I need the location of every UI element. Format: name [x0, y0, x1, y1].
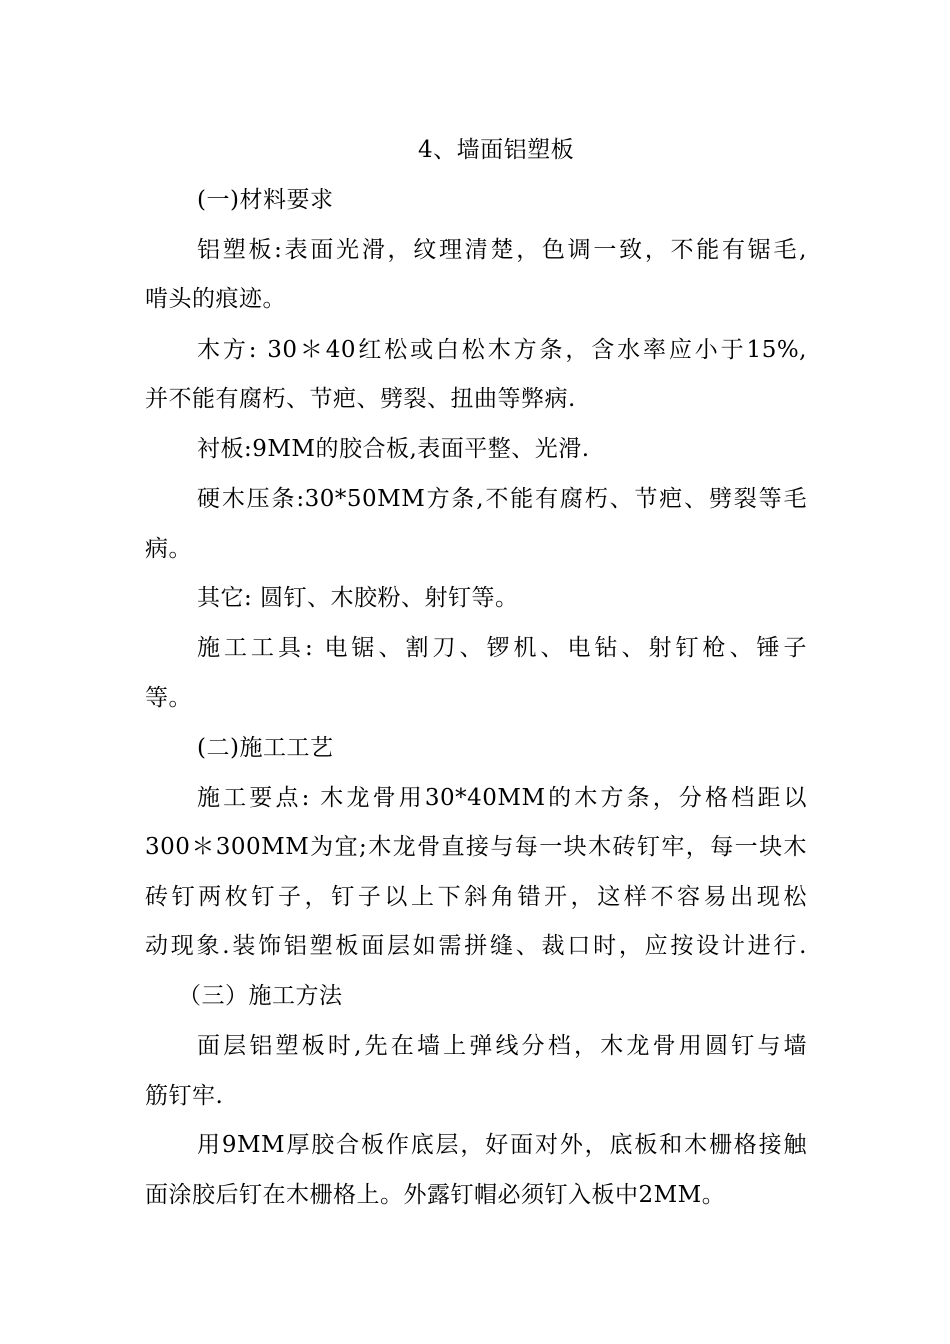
heading-material-requirements: (一)材料要求 [197, 187, 334, 213]
paragraph-line: 铝塑板:表面光滑，纹理清楚，色调一致，不能有锯毛, [197, 237, 807, 263]
heading-construction-process: (二)施工工艺 [197, 735, 334, 761]
paragraph-line: 衬板:9MM的胶合板,表面平整、光滑. [197, 436, 590, 462]
section-title: 4、墙面铝塑板 [418, 137, 575, 163]
paragraph-line: 砖钉两枚钉子，钉子以上下斜角错开，这样不容易出现松 [145, 884, 807, 910]
paragraph-line: 面涂胶后钉在木栅格上。外露钉帽必须钉入板中2MM。 [145, 1182, 726, 1208]
paragraph-line: 面层铝塑板时,先在墙上弹线分档，木龙骨用圆钉与墙 [197, 1033, 807, 1059]
paragraph-line: 300＊300MM为宜;木龙骨直接与每一块木砖钉牢，每一块木 [145, 834, 807, 860]
paragraph-line: 啃头的痕迹。 [145, 286, 286, 312]
paragraph-line: 其它: 圆钉、木胶粉、射钉等。 [197, 585, 519, 611]
paragraph-line: 硬木压条:30*50MM方条,不能有腐朽、节疤、劈裂等毛 [197, 486, 807, 512]
paragraph-line: 等。 [145, 685, 192, 711]
paragraph-line: 用9MM厚胶合板作底层，好面对外，底板和木栅格接触 [197, 1132, 807, 1158]
paragraph-line: 动现象.装饰铝塑板面层如需拼缝、裁口时，应按设计进行. [145, 933, 807, 959]
heading-construction-method: （三）施工方法 [178, 983, 343, 1009]
paragraph-line: 施工工具: 电锯、割刀、锣机、电钻、射钉枪、锤子 [197, 635, 807, 661]
paragraph-line: 并不能有腐朽、节疤、劈裂、扭曲等弊病. [145, 386, 576, 412]
paragraph-line: 筋钉牢. [145, 1083, 224, 1109]
paragraph-line: 病。 [145, 536, 192, 562]
paragraph-line: 施工要点: 木龙骨用30*40MM的木方条，分格档距以 [197, 785, 807, 811]
paragraph-line: 木方: 30＊40红松或白松木方条，含水率应小于15%, [197, 337, 807, 363]
